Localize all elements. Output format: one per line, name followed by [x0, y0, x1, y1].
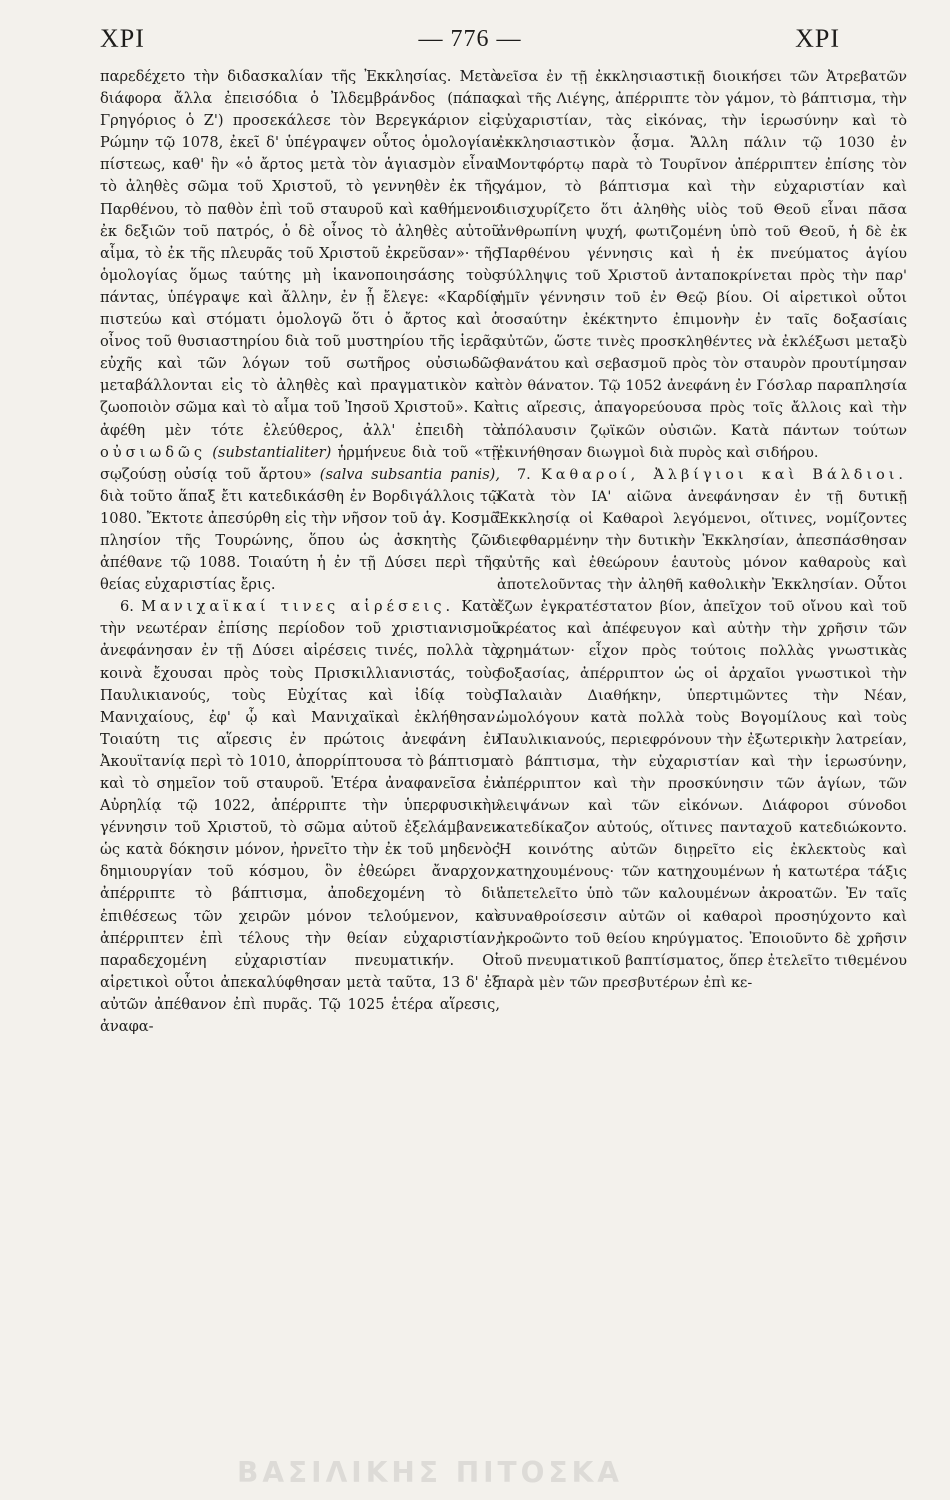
left-p1-text-c: διὰ τοῦτο ἅπαξ ἔτι κατεδικάσθη ἐν Βορδιγάλλοις τῷ 1080. Ἔκτοτε ἀπεσύρθη εἰς τὴν νῆσον τοῦ ἁγ. Κοσμᾶ πλησίον τῆς Τουρώνης, ὅπου ὡς ἀσκητὴς ζῶν ἀπέθανε τῷ 1088. Τοιαύτη ἡ ἐν τῇ Δύσει περὶ τῆς θείας εὐχαριστίας ἔρις.	[100, 487, 500, 594]
left-p1-text: παρεδέχετο τὴν διδασκαλίαν τῆς Ἐκκλησίας. Μετὰ διάφορα ἄλλα ἐπεισόδια ὁ Ἰλδεμβράνδος (πάπας Γρηγόριος ὁ Ζ') προσεκάλεσε τὸν Βερεγκάριον εἰς Ρώμην τῷ 1078, ἐκεῖ δ' ὑπέγραψεν οὗτος ὁμολογίαν πίστεως, καθ' ἣν «ὁ ἄρτος μετὰ τὸν ἁγιασμὸν εἶναι τὸ ἀληθὲς σῶμα τοῦ Χριστοῦ, τὸ γεννηθὲν ἐκ τῆς Παρθένου, τὸ παθὸν ἐπὶ τοῦ σταυροῦ καὶ καθήμενον ἐκ δεξιῶν τοῦ πατρός, ὁ δὲ οἶνος τὸ ἀληθὲς αὐτοῦ αἷμα, τὸ ἐκ τῆς πλευρᾶς τοῦ Χριστοῦ ἐκρεῦσαν»· τῆς ὁμολογίας ὅμως ταύτης μὴ ἱκανοποιησάσης τοὺς πάντας, ὑπέγραψε καὶ ἄλλην, ἐν ᾗ ἔλεγε: «Καρδίᾳ πιστεύω καὶ στόματι ὁμολογῶ ὅτι ὁ ἄρτος καὶ ὁ οἶνος τοῦ θυσιαστηρίου διὰ τοῦ μυστηρίου τῆς ἱερᾶς εὐχῆς καὶ τῶν λόγων τοῦ σωτῆρος οὐσιωδῶς μεταβάλλονται εἰς τὸ ἀληθὲς καὶ πραγματικὸν καὶ ζωοποιὸν σῶμα καὶ τὸ αἷμα τοῦ Ἰησοῦ Χριστοῦ». Καὶ ἀφέθη μὲν τότε ἐλεύθερος, ἀλλ' ἐπειδὴ τὸ	[100, 68, 500, 439]
section-title-7: Καθαροί, Ἀλβίγιοι καὶ Βάλδιοι.	[541, 466, 907, 483]
latin-term-1: (substantialiter)	[212, 443, 332, 461]
header-right: ΧΡΙ	[795, 24, 840, 53]
right-paragraph-1	[497, 66, 907, 464]
section-number-6: 6.	[120, 598, 134, 616]
right-column	[497, 66, 907, 994]
right-paragraph-2	[497, 464, 907, 994]
latin-term-2: (salva subsantia panis),	[319, 465, 501, 483]
running-header	[100, 22, 840, 56]
watermark: ΒΑΣΙΛΙΚΗΣ ΠΙΤΟΣΚΑ	[237, 1456, 623, 1489]
page-number: — 776 —	[418, 25, 522, 52]
left-column	[100, 66, 500, 1038]
left-paragraph-2	[100, 596, 500, 1038]
left-paragraph-1	[100, 66, 500, 596]
section-number-7: 7.	[517, 466, 531, 483]
header-left: ΧΡΙ	[100, 24, 145, 53]
right-p1-text: νεῖσα ἐν τῇ ἐκκλησιαστικῇ διοικήσει τῶν Ἀτρεβατῶν καὶ τῆς Λιέγης, ἀπέρριπτε τὸν γάμον, τὸ βάπτισμα, τὴν εὐχαριστίαν, τὰς εἰκόνας, τὴν ἱερωσύνην καὶ τὸ ἐκκλησιαστικὸν ᾆσμα. Ἄλλη πάλιν τῷ 1030 ἐν Μοντφόρτῳ παρὰ τὸ Τουρῖνον ἀπέρριπτεν ἐπίσης τὸν γάμον, τὸ βάπτισμα καὶ τὴν εὐχαριστίαν καὶ διισχυρίζετο ὅτι ἀληθὴς υἱὸς τοῦ Θεοῦ εἶναι πᾶσα ἀνθρωπίνη ψυχή, φωτιζομένη ὑπὸ τοῦ Θεοῦ, ἡ δὲ ἐκ Παρθένου γέννησις καὶ ἡ ἐκ πνεύματος ἁγίου σύλληψις τοῦ Χριστοῦ ἀνταποκρίνεται πρὸς τὴν παρ' ἡμῖν γέννησιν τοῦ ἐν Θεῷ βίου. Οἱ αἱρετικοὶ οὗτοι τοσαύτην ἐκέκτηντο ἐπιμονὴν ἐν ταῖς δοξασίαις αὐτῶν, ὥστε τινὲς προσκληθέντες νὰ ἐκλέξωσι μεταξὺ θανάτου καὶ σεβασμοῦ πρὸς τὸν σταυρὸν προυτίμησαν τὸν θάνατον. Τῷ 1052 ἀνεφάνη ἐν Γόσλαρ παραπλησία τις αἵρεσις, ἀπαγορεύουσα πρὸς τοῖς ἄλλοις καὶ τὴν ἀπόλαυσιν ζῳϊκῶν οὐσιῶν. Κατὰ πάντων τούτων ἐκινήθησαν διωγμοὶ διὰ πυρὸς καὶ σιδήρου.	[497, 69, 907, 461]
left-p2-text: Κατὰ τὴν νεωτέραν ἐπίσης περίοδον τοῦ χριστιανισμοῦ ἀνεφάνησαν ἐν τῇ Δύσει αἱρέσεις τινές, πολλὰ τὰ κοινὰ ἔχουσαι πρὸς τοὺς Πρισκιλλιανιστάς, τοὺς Παυλικιανούς, τοὺς Εὐχίτας καὶ ἰδίᾳ τοὺς Μανιχαίους, ἐφ' ᾧ καὶ Μανιχαϊκαὶ ἐκλήθησαν. Τοιαύτη τις αἵρεσις ἐν πρώτοις ἀνεφάνη ἐν Ἀκουϊτανίᾳ περὶ τὸ 1010, ἀπορρίπτουσα τὸ βάπτισμα καὶ τὸ σημεῖον τοῦ σταυροῦ. Ἑτέρα ἀναφανεῖσα ἐν Αὐρηλίᾳ τῷ 1022, ἀπέρριπτε τὴν ὑπερφυσικὴν γέννησιν τοῦ Χριστοῦ, τὸ σῶμα αὐτοῦ ἐξελάμβανεν ὡς κατὰ δόκησιν μόνον, ἠρνεῖτο τὴν ἐκ τοῦ μηδενὸς δημιουργίαν τοῦ κόσμου, ὃν ἐθεώρει ἄναρχον, ἀπέρριπτε τὸ βάπτισμα, ἀποδεχομένη τὸ δι' ἐπιθέσεως τῶν χειρῶν μόνον τελούμενον, καὶ ἀπέρριπτεν ἐπὶ τέλους τὴν θείαν εὐχαριστίαν, παραδεχομένη εὐχαριστίαν πνευματικήν. Οἱ αἱρετικοὶ οὗτοι ἀπεκαλύφθησαν μετὰ ταῦτα, 13 δ' ἐξ αὐτῶν ἀπέθανον ἐπὶ πυρᾶς. Τῷ 1025 ἑτέρα αἵρεσις, ἀναφα-	[100, 598, 500, 1036]
right-p2-text: Κατὰ τὸν ΙΑ' αἰῶνα ἀνεφάνησαν ἐν τῇ δυτικῇ Ἐκκλησίᾳ οἱ Καθαροὶ λεγόμενοι, οἵτινες, νομίζοντες διεφθαρμένην τὴν δυτικὴν Ἐκκλησίαν, ἀπεσπάσθησαν αὐτῆς καὶ ἐθεώρουν ἑαυτοὺς μόνον καθαροὺς καὶ ἀποτελοῦντας τὴν ἀληθῆ καθολικὴν Ἐκκλησίαν. Οὗτοι ἔζων ἐγκρατέστατον βίον, ἀπεῖχον τοῦ οἴνου καὶ τοῦ κρέατος καὶ ἀπέφευγον καὶ αὐτὴν τὴν χρῆσιν τῶν χρημάτων· εἶχον πρὸς τούτοις πολλὰς γνωστικὰς δοξασίας, ἀπέρριπτον ὡς οἱ ἀρχαῖοι γνωστικοὶ τὴν Παλαιὰν Διαθήκην, ὑπερτιμῶντες τὴν Νέαν, ὡμολόγουν κατὰ πολλὰ τοὺς Βογομίλους καὶ τοὺς Παυλικιανούς, περιεφρόνουν τὴν ἐξωτερικὴν λατρείαν, τὸ βάπτισμα, τὴν εὐχαριστίαν καὶ τὴν ἱερωσύνην, ἀπέρριπτον καὶ τὴν προσκύνησιν τῶν ἁγίων, τῶν λειψάνων καὶ τῶν εἰκόνων. Διάφοροι σύνοδοι κατεδίκαζον αὐτούς, οἵτινες πανταχοῦ κατεδιώκοντο. Ἡ κοινότης αὐτῶν διῃρεῖτο εἰς ἐκλεκτοὺς καὶ κατηχουμένους· τῶν κατηχουμένων ἡ κατωτέρα τάξις ἀπετελεῖτο ὑπὸ τῶν καλουμένων ἀκροατῶν. Ἐν ταῖς συναθροίσεσιν αὐτῶν οἱ καθαροὶ προσηύχοντο καὶ ἠκροῶντο τοῦ θείου κηρύγματος. Ἐποιοῦντο δὲ χρῆσιν τοῦ πνευματικοῦ βαπτίσματος, ὅπερ ἐτελεῖτο τιθεμένου παρὰ μὲν τῶν πρεσβυτέρων ἐπὶ κε-	[497, 488, 907, 991]
section-title-6: Μανιχαϊκαί τινες αἱρέσεις.	[141, 598, 455, 616]
spaced-term: οὐσιωδῶς	[100, 443, 207, 461]
left-p1-text-b: ἡρμήνευε διὰ τοῦ «τῇ σῳζούσῃ οὐσίᾳ τοῦ ἄρτου»	[100, 443, 501, 483]
